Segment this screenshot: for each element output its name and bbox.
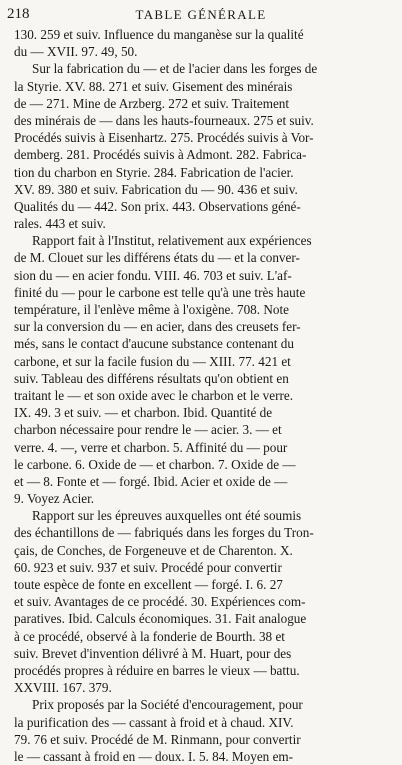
text-line: Rapport sur les épreuves auxquelles ont été soumis: [32, 508, 302, 524]
text-line: à ce procédé, observé à la fonderie de Bourth. 38 et: [14, 628, 285, 644]
text-line: du — XVII. 97. 49, 50.: [14, 44, 138, 60]
text-line: la purification des — cassant à froid et à chaud. XIV.: [14, 714, 294, 730]
text-line: demberg. 281. Procédés suivis à Admont. 282. Fabrica-: [14, 147, 307, 163]
text-line: toute espèce de fonte en excellent — forgé. I. 6. 27: [14, 577, 283, 592]
text-line: çais, de Conches, de Forgeneuve et de Charenton. X.: [14, 542, 293, 558]
text-line: suiv. Tableau des différens résultats qu'on obtient en: [14, 370, 289, 386]
running-head: TABLE GÉNÉRALE: [135, 7, 267, 22]
text-line: des minérais de — dans les hauts-fourneaux. 275 et suiv.: [14, 112, 314, 128]
text-line: de M. Clouet sur les différens états du — et la conver-: [14, 250, 300, 266]
text-line: des échantillons de — fabriqués dans les forges du Tron-: [14, 525, 314, 541]
index-text: [14, 26, 396, 765]
text-line: traitant le — et son oxide avec le charbon et le verre.: [14, 387, 294, 403]
text-line: Rapport fait à l'Institut, relativement aux expériences: [32, 233, 312, 249]
text-line: finité du — pour le carbone est telle qu'à une très haute: [14, 284, 306, 300]
text-line: Sur la fabrication du — et de l'acier dans les forges de: [32, 61, 318, 77]
text-line: de — 271. Mine de Arzberg. 272 et suiv. Traitement: [14, 95, 290, 111]
text-line: 79. 76 et suiv. Procédé de M. Rinmann, pour convertir: [14, 731, 301, 747]
text-line: carbone, et sur la facile fusion du — XIII. 77. 421 et: [14, 353, 291, 369]
text-line: et — 8. Fonte et — forgé. Ibid. Acier et oxide de —: [14, 473, 288, 489]
text-line: rales. 443 et suiv.: [14, 216, 106, 232]
text-line: IX. 49. 3 et suiv. — et charbon. Ibid. Quantité de: [14, 405, 273, 421]
text-line: Prix proposés par la Société d'encouragement, pour: [32, 697, 303, 713]
text-line: le carbone. 6. Oxide de — et charbon. 7. Oxide de —: [14, 456, 296, 472]
text-line: XV. 89. 380 et suiv. Fabrication du — 90. 436 et suiv.: [14, 181, 298, 197]
text-line: le — cassant à froid en — doux. I. 5. 84. Moyen em-: [14, 748, 294, 764]
text-line: 130. 259 et suiv. Influence du manganèse sur la qualité: [14, 27, 304, 42]
text-line: 9. Voyez Acier.: [14, 491, 95, 507]
text-line: XXVIII. 167. 379.: [14, 680, 112, 696]
text-line: sion du — en acier fondu. VIII. 46. 703 et suiv. L'af-: [14, 267, 292, 283]
text-line: més, sans le contact d'aucune substance contenant du: [14, 336, 294, 352]
text-line: Procédés suivis à Eisenhartz. 275. Procédés suivis à Vor-: [14, 130, 314, 146]
text-line: tion du charbon en Styrie. 284. Fabrication de l'acier.: [14, 164, 294, 180]
page-number: 218: [7, 6, 30, 22]
text-line: procédés propres à réduire en barres le vieux — battu.: [14, 662, 300, 678]
text-line: charbon nécessaire pour rendre le — acier. 3. — et: [14, 422, 282, 438]
text-line: paratives. Ibid. Calculs économiques. 31. Fait analogue: [14, 611, 307, 627]
text-line: verre. 4. —, verre et charbon. 5. Affinité du — pour: [14, 439, 288, 455]
text-line: température, il l'enlève même à l'oxigène. 708. Note: [14, 302, 289, 317]
text-line: 60. 923 et suiv. 937 et suiv. Procédé pour convertir: [14, 559, 282, 575]
text-line: la Styrie. XV. 88. 271 et suiv. Gisement des minérais: [14, 78, 293, 94]
text-line: suiv. Brevet d'invention délivré à M. Huart, pour des: [14, 645, 292, 661]
text-line: et suiv. Avantages de ce procédé. 30. Expériences com-: [14, 594, 306, 610]
text-line: sur la conversion du — en acier, dans des creusets fer-: [14, 319, 301, 335]
text-line: Qualités du — 442. Son prix. 443. Observations géné-: [14, 198, 301, 214]
